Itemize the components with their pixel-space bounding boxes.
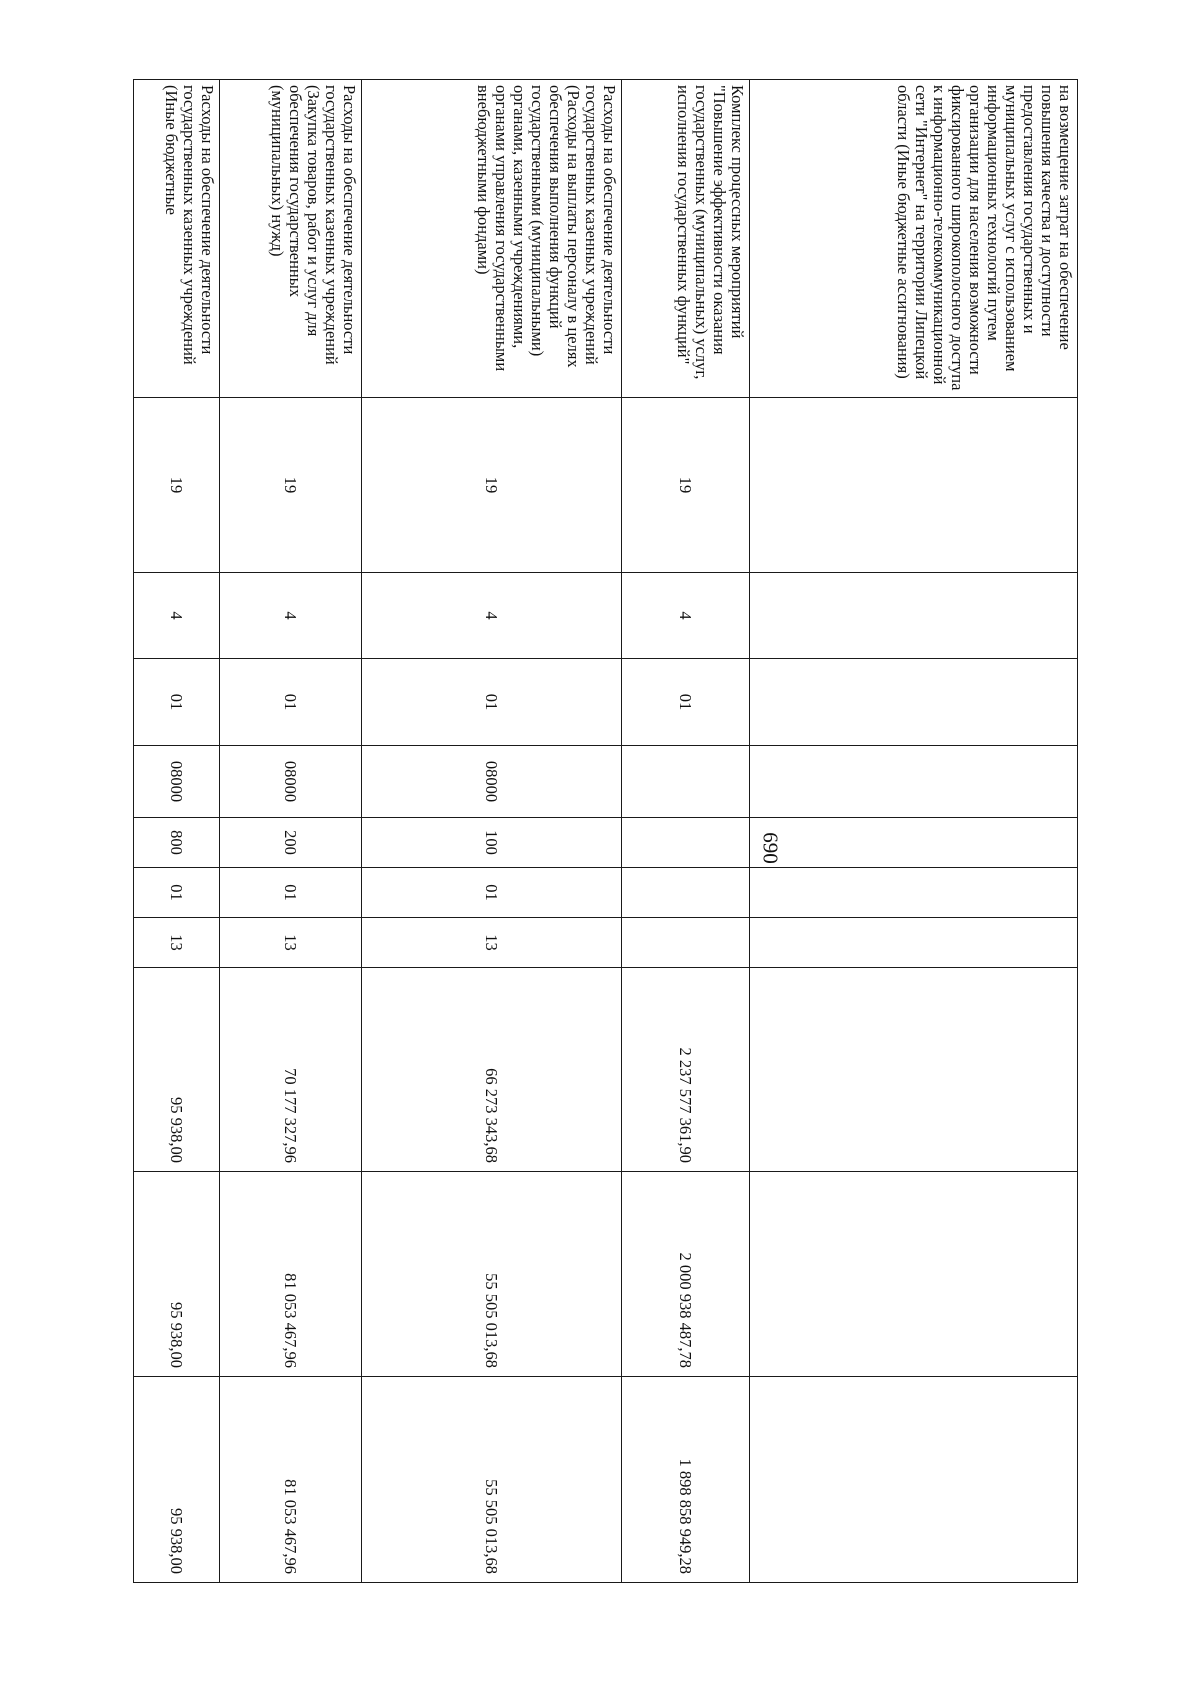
amount-cell: 95 938,00 <box>134 968 220 1172</box>
code-cell: 13 <box>220 918 362 968</box>
code-cell: 19 <box>220 398 362 573</box>
row-description: Расходы на обеспечение деятельности государственных казенных учреждений (Расходы на выплаты персоналу в целях обеспечения выполнения функций государственными (муниципальными) органами, казенными учреждениями, органами управления государственными внебюджетными фондами) <box>362 80 622 398</box>
code-cell: 13 <box>134 918 220 968</box>
amount-cell: 1 898 858 949,28 <box>622 1377 750 1583</box>
code-cell: 08000 <box>220 746 362 818</box>
code-cell: 19 <box>134 398 220 573</box>
code-cell <box>622 868 750 918</box>
amount-cell: 2 000 938 487,78 <box>622 1172 750 1377</box>
amount-cell <box>750 968 1078 1172</box>
table-wrapper <box>134 79 1078 1582</box>
code-cell <box>750 746 1078 818</box>
amount-cell: 95 938,00 <box>134 1377 220 1583</box>
budget-table <box>133 79 1078 1583</box>
amount-cell: 55 505 013,68 <box>362 1172 622 1377</box>
code-cell: 19 <box>622 398 750 573</box>
code-cell <box>750 398 1078 573</box>
code-cell <box>622 818 750 868</box>
page-number: 690 <box>758 832 783 864</box>
row-description: на возмещение затрат на обеспечение повышения качества и доступности предоставления государственных и муниципальных услуг с использованием информационных технологий путем организации для населения возможности фиксированного широкополосного доступа к информационно-телекоммуникационной сети "Интернет" на территории Липецкой области (Иные бюджетные ассигнования) <box>750 80 1078 398</box>
code-cell: 800 <box>134 818 220 868</box>
amount-cell <box>750 1172 1078 1377</box>
amount-cell: 2 237 577 361,90 <box>622 968 750 1172</box>
code-cell: 19 <box>362 398 622 573</box>
amount-cell: 81 053 467,96 <box>220 1377 362 1583</box>
row-description: Комплекс процессных мероприятий "Повышение эффективности оказания государственных (муниципальных) услуг, исполнения государственных функций" <box>622 80 750 398</box>
code-cell: 200 <box>220 818 362 868</box>
code-cell: 4 <box>134 573 220 659</box>
row-description: Расходы на обеспечение деятельности государственных казенных учреждений (Закупка товаров, работ и услуг для обеспечения государственных (муниципальных) нужд) <box>220 80 362 398</box>
code-cell <box>622 918 750 968</box>
table-row <box>220 80 362 1583</box>
code-cell: 01 <box>220 659 362 746</box>
code-cell: 13 <box>362 918 622 968</box>
code-cell: 4 <box>362 573 622 659</box>
table-row <box>362 80 622 1583</box>
code-cell <box>750 868 1078 918</box>
amount-cell: 66 273 343,68 <box>362 968 622 1172</box>
row-description: Расходы на обеспечение деятельности государственных казенных учреждений (Иные бюджетные <box>134 80 220 398</box>
code-cell: 100 <box>362 818 622 868</box>
amount-cell: 70 177 327,96 <box>220 968 362 1172</box>
code-cell <box>750 573 1078 659</box>
amount-cell <box>750 1377 1078 1583</box>
code-cell: 01 <box>362 659 622 746</box>
rotated-table-area <box>134 79 1078 1582</box>
code-cell: 01 <box>622 659 750 746</box>
amount-cell: 55 505 013,68 <box>362 1377 622 1583</box>
code-cell <box>750 918 1078 968</box>
amount-cell: 81 053 467,96 <box>220 1172 362 1377</box>
code-cell: 01 <box>134 868 220 918</box>
code-cell: 4 <box>220 573 362 659</box>
code-cell <box>750 818 1078 868</box>
code-cell: 08000 <box>134 746 220 818</box>
code-cell: 08000 <box>362 746 622 818</box>
table-row <box>622 80 750 1583</box>
amount-cell: 95 938,00 <box>134 1172 220 1377</box>
table-row <box>134 80 220 1583</box>
table-row <box>750 80 1078 1583</box>
code-cell: 01 <box>220 868 362 918</box>
code-cell <box>750 659 1078 746</box>
code-cell: 01 <box>134 659 220 746</box>
code-cell: 01 <box>362 868 622 918</box>
code-cell <box>622 746 750 818</box>
code-cell: 4 <box>622 573 750 659</box>
